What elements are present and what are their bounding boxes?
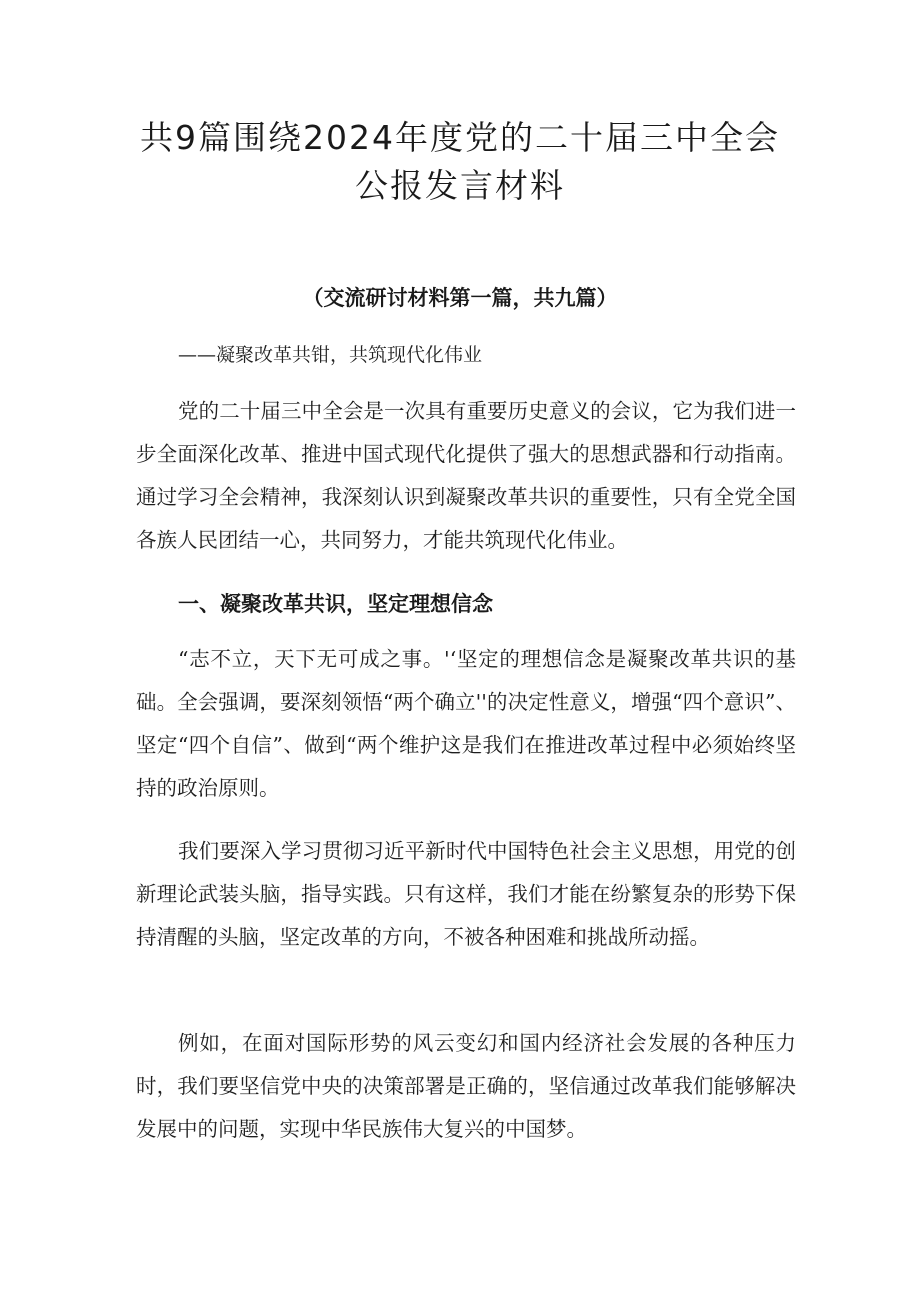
document-byline: ——凝聚改革共钳，共筑现代化伟业: [178, 344, 483, 366]
section-paragraph-2: 我们要深入学习贯彻习近平新时代中国特色社会主义思想，用党的创新理论武装头脑，指导实践。只有这样，我们才能在纷繁复杂的形势下保持清醒的头脑，坚定改革的方向，不被各种困难和挑战所动摇。: [136, 839, 796, 949]
document-title-line-2: 公报发言材料: [355, 166, 565, 205]
document-subtitle: （交流研讨材料第一篇，共九篇）: [302, 286, 618, 310]
section-paragraph-3: 例如，在面对国际形势的风云变幻和国内经济社会发展的各种压力时，我们要坚信党中央的决策部署是正确的，坚信通过改革我们能够解决发展中的问题，实现中华民族伟大复兴的中国梦。: [136, 1031, 796, 1141]
document-title-line-1: 共9篇围绕2024年度党的二十届三中全会: [140, 118, 780, 157]
intro-paragraph: 党的二十届三中全会是一次具有重要历史意义的会议，它为我们进一步全面深化改革、推进中国式现代化提供了强大的思想武器和行动指南。通过学习全会精神，我深刻认识到凝聚改革共识的重要性，只有全党全国各族人民团结一心，共同努力，才能共筑现代化伟业。: [136, 399, 796, 552]
section-heading: 一、凝聚改革共识，坚定理想信念: [178, 592, 493, 616]
section-paragraph-1: “志不立，天下无可成之事。'‘坚定的理想信念是凝聚改革共识的基础。全会强调，要深刻领悟“两个确立''的决定性意义，增强“四个意识”、坚定“四个自信”、做到“两个维护这是我们在推进改革过程中必须始终坚持的政治原则。: [136, 647, 796, 800]
